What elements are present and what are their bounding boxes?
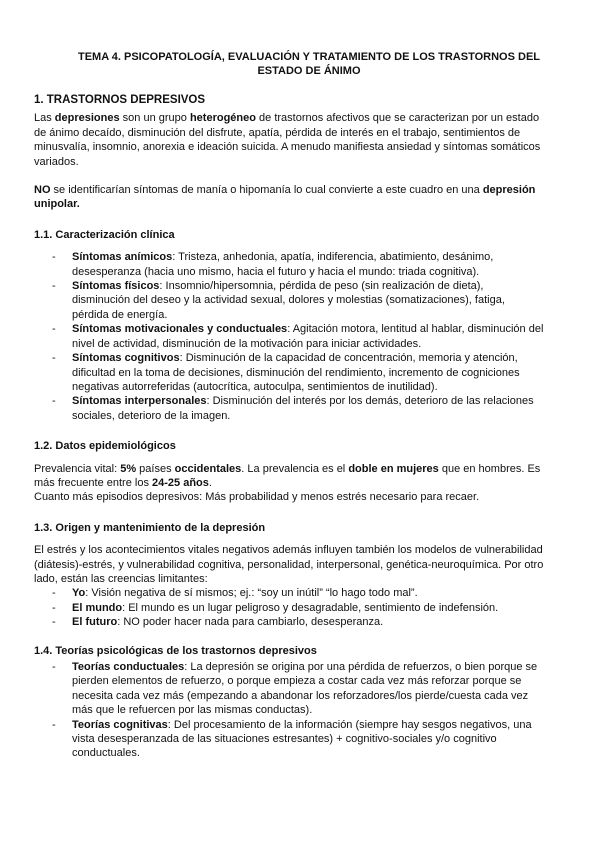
item-label: Síntomas físicos xyxy=(72,280,160,293)
item-text: : Tristeza, anhedonia, apatía, indiferencia, abatimiento, desánimo, desesperanza (hacia uno mismo, hacia el futuro y hacia el mundo: triada cognitiva). xyxy=(72,251,494,278)
item-text: : Agitación motora, lentitud al hablar, disminución del nivel de actividad, disminución de la motivación para iniciar actividades. xyxy=(72,323,544,350)
item-label: Síntomas interpersonales xyxy=(72,395,207,408)
bold-term: depresión unipolar. xyxy=(34,184,536,211)
section-1-3-title: 1.3. Origen y mantenimiento de la depresión xyxy=(34,521,266,534)
text-run: Prevalencia vital: xyxy=(34,462,121,475)
section-1-2-title: 1.2. Datos epidemiológicos xyxy=(34,440,176,453)
item-label: El futuro xyxy=(72,616,118,629)
section-1-paragraph-2 xyxy=(34,183,544,212)
item-label: Síntomas anímicos xyxy=(72,251,173,264)
text-run: son un grupo xyxy=(119,112,190,125)
bold-term: NO xyxy=(34,184,51,197)
bold-term: 24-25 años xyxy=(152,476,209,489)
document-title: TEMA 4. PSICOPATOLOGÍA, EVALUACIÓN Y TRATAMIENTO DE LOS TRASTORNOS DEL ESTADO DE ÁNIMO xyxy=(77,51,541,77)
text-run: . La prevalencia es el xyxy=(241,462,349,475)
list-item xyxy=(34,279,544,322)
item-text: : Visión negativa de sí mismos; ej.: “soy un inútil” “lo hago todo mal”. xyxy=(85,587,418,600)
list-item xyxy=(34,718,544,761)
item-text: : Disminución del interés por los demás, deterioro de las relaciones sociales, deterioro de la imagen. xyxy=(72,395,534,422)
section-1-title: 1. TRASTORNOS DEPRESIVOS xyxy=(34,94,206,106)
list-item xyxy=(34,351,544,394)
list-item xyxy=(34,250,544,279)
item-label: Yo xyxy=(72,587,86,600)
text-run: . xyxy=(208,476,212,489)
list-item xyxy=(34,615,544,629)
list-item xyxy=(34,660,544,718)
psychological-theories-list xyxy=(34,660,544,761)
limiting-beliefs-list xyxy=(34,586,544,629)
text-run: países xyxy=(136,462,175,475)
origin-paragraph: El estrés y los acontecimientos vitales negativos además influyen también los modelos de vulnerabilidad (diátesis)-estrés, y vulnerabilidad cognitiva, personalidad, interpersonal, genética-neuroquímica. Por otro lado, están las creencias limitantes: xyxy=(34,544,544,585)
section-1-4-title: 1.4. Teorías psicológicas de los trastornos depresivos xyxy=(34,644,317,657)
item-text: : Del procesamiento de la información (siempre hay sesgos negativos, una vista desesperanzada de las situaciones estresantes) + cognitivo-sociales y/o cognitivo conductuales. xyxy=(72,718,532,760)
item-label: Síntomas motivacionales y conductuales xyxy=(72,323,288,336)
item-text: : NO poder hacer nada para cambiarlo, desesperanza. xyxy=(117,616,384,629)
item-label: Teorías cognitivas xyxy=(72,718,168,731)
list-item xyxy=(34,586,544,600)
item-label: El mundo xyxy=(72,601,123,614)
item-label: Teorías conductuales xyxy=(72,661,185,673)
list-item xyxy=(34,322,544,351)
clinical-symptoms-list xyxy=(34,250,544,423)
section-1-1-title: 1.1. Caracterización clínica xyxy=(34,228,175,241)
bold-term: heterogéneo xyxy=(189,112,256,125)
text-run: que en hombres. Es más frecuente entre los xyxy=(34,462,541,489)
bold-term: doble en mujeres xyxy=(348,462,439,475)
item-text: : Insomnio/hipersomnia, pérdida de peso (sin realización de dieta), disminución del deseo y la actividad sexual, dolores y molestias (somatizaciones), fatiga, pérdida de energía. xyxy=(72,280,505,321)
text-run: Las xyxy=(34,112,55,125)
section-1-paragraph-1 xyxy=(34,111,544,169)
epidemiology-line-1 xyxy=(34,462,544,491)
list-item xyxy=(34,601,544,615)
list-item xyxy=(34,394,544,423)
epidemiology-line-2: Cuanto más episodios depresivos: Más probabilidad y menos estrés necesario para recaer. xyxy=(34,491,480,504)
item-label: Síntomas cognitivos xyxy=(72,352,180,365)
text-run: de trastornos afectivos que se caracterizan por un estado de ánimo decaído, disminución del disfrute, apatía, pérdida de interés en el trabajo, sentimientos de minusvalía, insomnio, anorexia e ideación suicida. A menudo manifiesta ansiedad y síntomas somáticos variados. xyxy=(34,112,541,168)
item-text: : La depresión se origina por una pérdida de refuerzos, o bien porque se pierden elementos de refuerzo, o porque empieza a costar cada vez más reforzar porque se necesita cada vez más (empezando a abandonar los reforzadores/los pierde/cuesta cada vez más que le refuercen por las mismas conductas). xyxy=(72,661,538,717)
bold-term: depresiones xyxy=(54,112,120,125)
item-text: : Disminución de la capacidad de concentración, memoria y atención, dificultad en la toma de decisiones, disminución del rendimiento, incremento de cogniciones negativas autorreferidas (autocrítica, autoculpa, sentimientos de inutilidad). xyxy=(72,352,520,393)
bold-term: 5% xyxy=(120,462,137,475)
item-text: : El mundo es un lugar peligroso y desagradable, sentimiento de indefensión. xyxy=(122,601,499,614)
text-run: se identificarían síntomas de manía o hipomanía lo cual convierte a este cuadro en una xyxy=(50,184,483,197)
bold-term: occidentales xyxy=(174,462,242,475)
